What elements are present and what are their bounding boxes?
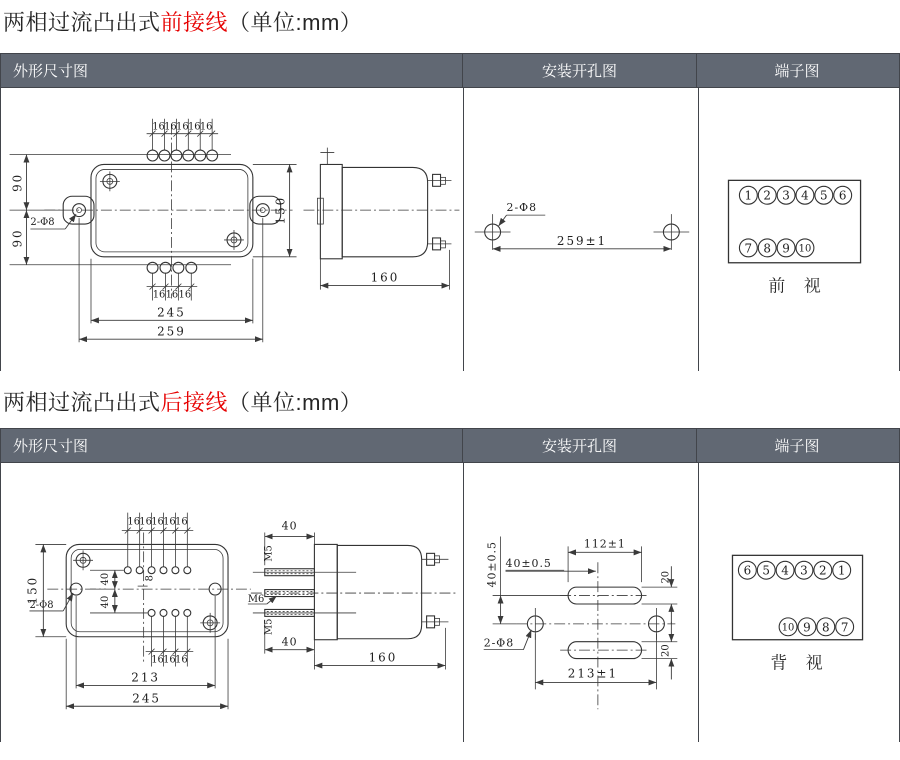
- terminal-number: 5: [820, 188, 828, 203]
- mounting-drawing-rear-wiring: [464, 463, 698, 742]
- table1-header-outline: 外形尺寸图: [1, 54, 463, 87]
- pitch-label: 16: [165, 289, 179, 301]
- terminal-number: 2: [763, 188, 772, 203]
- table1-header-mounting: 安装开孔图: [463, 54, 697, 87]
- dim-90-90: [10, 155, 231, 265]
- thread-label-m6: M6: [247, 594, 265, 606]
- mounting-holes: [484, 536, 678, 709]
- dim-label-259: 259±1: [556, 233, 608, 248]
- terminal-number: 8: [822, 620, 830, 635]
- hole-label: 2-Φ8: [483, 636, 515, 650]
- section1-title-prefix: 两相过流凸出式: [3, 10, 161, 35]
- cell-terminal-front-view: [699, 88, 899, 371]
- dim-label-160: 160: [370, 270, 400, 285]
- hole-label: 2-Φ8: [506, 201, 538, 215]
- corner-screw: [73, 550, 93, 570]
- corner-screw: [100, 171, 120, 191]
- dim-label-150: 150: [25, 575, 40, 605]
- dim-label-20b: 20: [660, 644, 672, 657]
- dim-40-40: [90, 570, 156, 613]
- hole-callout: [484, 630, 532, 650]
- mounting-holes: [475, 201, 689, 250]
- dim-label-40b: 40: [99, 595, 111, 609]
- terminal-number: 3: [800, 563, 808, 578]
- dim-245-259: [79, 218, 263, 342]
- cell-mounting-rear-wiring: [464, 463, 699, 742]
- section2-title-highlight: 后接线: [160, 390, 229, 415]
- terminal-number: 1: [744, 188, 753, 203]
- section1-title-highlight: 前接线: [160, 10, 229, 35]
- pitch-label: 16: [127, 516, 141, 528]
- dim-label-40v: 40±0.5: [485, 541, 499, 588]
- dim-label-40-bottom: 40: [281, 635, 298, 649]
- dim-label-40a: 40: [99, 572, 111, 586]
- front-view: [10, 119, 297, 342]
- terminal-number: 1: [837, 563, 846, 578]
- side-view: [303, 148, 459, 290]
- terminal-diagram-rear-view: [699, 463, 899, 742]
- terminal-screw: [428, 174, 452, 186]
- terminal-screw: [428, 238, 452, 250]
- pitch-label: 16: [164, 121, 177, 133]
- terminal-screw: [422, 553, 449, 565]
- table1-header-row: [1, 54, 899, 88]
- cell-terminal-rear-view: [699, 463, 899, 742]
- pitch-label: 16: [152, 121, 165, 133]
- mounting-drawing-front-wiring: [464, 88, 698, 371]
- dim-label-245: 245: [132, 691, 161, 706]
- table2-header-outline: 外形尺寸图: [1, 429, 463, 462]
- dim-label-112: 112±1: [583, 537, 626, 551]
- terminal-number: 2: [819, 563, 827, 578]
- thread-label-m5-top: M5: [263, 545, 275, 562]
- pitch-label: 16: [152, 289, 166, 301]
- table-rear-wiring: [0, 428, 900, 742]
- table2-header-row: [1, 429, 899, 463]
- terminal-screw: [422, 616, 449, 628]
- pitch-label: 16: [199, 121, 213, 133]
- pitch-label: 16: [175, 654, 188, 666]
- outline-drawing-front-wiring: [1, 88, 463, 371]
- pitch-label: 16: [187, 121, 201, 133]
- terminal-number: 10: [798, 243, 812, 255]
- terminal-number: 4: [801, 188, 809, 203]
- dim-40-vertical: [486, 536, 568, 623]
- hole-label: 2-Φ8: [29, 599, 54, 611]
- pitch-label: 16: [175, 516, 188, 528]
- bottom-terminals: [146, 609, 194, 666]
- pitch-label: 16: [176, 121, 189, 133]
- section2-title-prefix: 两相过流凸出式: [3, 390, 161, 415]
- dim-label-150: 150: [273, 195, 288, 225]
- terminal-number: 9: [782, 241, 790, 256]
- view-caption: 背 视: [770, 653, 830, 673]
- thread-label-m5-bottom: M5: [263, 618, 275, 636]
- terminal-number: 6: [838, 188, 847, 203]
- front-view: [25, 513, 250, 710]
- dim-160: [314, 628, 445, 670]
- view-caption: 前 视: [768, 276, 828, 296]
- table-front-wiring: [0, 53, 900, 371]
- dim-40-horizontal: [506, 557, 596, 571]
- dim-label-8: 8: [144, 575, 156, 582]
- dim-150: [25, 544, 66, 636]
- terminal-number: 5: [762, 563, 771, 578]
- top-terminals: [122, 513, 193, 574]
- terminal-number: 4: [781, 563, 789, 578]
- corner-screw: [224, 230, 244, 250]
- dim-label-40-top: 40: [281, 519, 298, 533]
- hole-label: 2-Φ8: [30, 217, 55, 229]
- pitch-label: 16: [163, 516, 176, 528]
- side-view: [248, 520, 457, 670]
- terminal-number: 6: [743, 563, 752, 578]
- cell-outline-front-wiring: [1, 88, 464, 371]
- pitch-label: 16: [163, 654, 176, 666]
- dim-label-90a: 90: [10, 172, 25, 192]
- terminal-number: 7: [744, 241, 753, 256]
- dim-label-259: 259: [157, 324, 186, 339]
- terminal-diagram-front-view: [699, 88, 899, 371]
- dim-150: [253, 164, 297, 256]
- hole-callout: [30, 214, 76, 229]
- dim-20-top: [642, 566, 678, 624]
- dim-label-213: 213: [131, 670, 160, 685]
- section2-title: [3, 388, 362, 418]
- table2-header-mounting: 安装开孔图: [463, 429, 697, 462]
- terminal-number: 9: [803, 620, 811, 635]
- outline-drawing-rear-wiring: [1, 463, 463, 742]
- dim-160: [320, 250, 449, 290]
- pitch-label: 16: [151, 516, 164, 528]
- dim-label-245: 245: [157, 305, 186, 320]
- dim-label-160: 160: [368, 650, 398, 665]
- terminal-number: 8: [763, 241, 772, 256]
- pitch-label: 16: [151, 654, 164, 666]
- terminal-number: 10: [781, 622, 795, 634]
- dim-label-40h: 40±0.5: [505, 557, 552, 571]
- dim-label-20a: 20: [660, 570, 672, 584]
- bottom-terminals: [147, 262, 198, 300]
- dim-label-213: 213±1: [567, 666, 619, 681]
- cell-outline-rear-wiring: [1, 463, 464, 742]
- dim-112: [568, 537, 641, 582]
- terminal-number: 7: [840, 620, 849, 635]
- table2-header-terminal: 端子图: [774, 438, 820, 455]
- cell-mounting-front-wiring: [464, 88, 699, 371]
- pitch-label: 16: [178, 289, 192, 301]
- terminal-number: 3: [782, 188, 790, 203]
- dim-20-bottom: [642, 622, 678, 680]
- section1-title-suffix: （单位:mm）: [228, 10, 363, 35]
- section1-title: [3, 8, 362, 38]
- section2-title-suffix: （单位:mm）: [228, 390, 363, 415]
- corner-screw: [200, 613, 220, 633]
- dim-label-90b: 90: [10, 228, 25, 248]
- table1-header-terminal: 端子图: [774, 63, 820, 80]
- pitch-label: 16: [139, 516, 152, 528]
